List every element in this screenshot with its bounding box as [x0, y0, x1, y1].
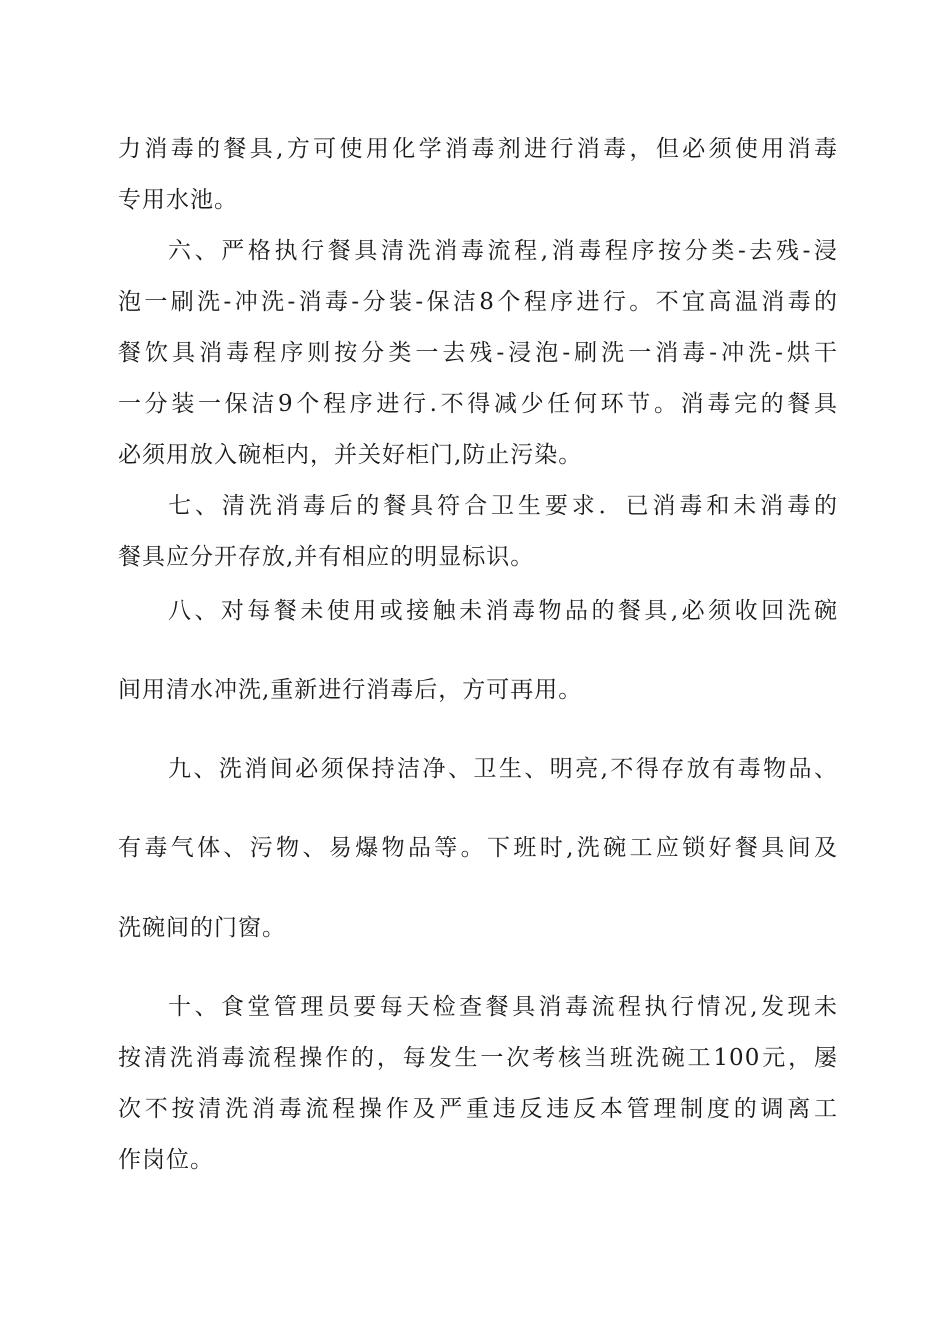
text-line: 作岗位。: [118, 1147, 214, 1173]
text-line: 餐具应分开存放,并有相应的明显标识。: [118, 544, 535, 570]
paragraph-7-start: 七、清洗消毒后的餐具符合卫生要求．已消毒和未消毒的: [168, 493, 838, 519]
text-line: 泡一刷洗-冲洗-消毒-分装-保洁8个程序进行。不宜高温消毒的: [118, 289, 838, 315]
paragraph-8-start: 八、对每餐未使用或接触未消毒物品的餐具,必须收回洗碗: [168, 598, 838, 624]
text-line: 力消毒的餐具,方可使用化学消毒剂进行消毒，但必须使用消毒: [118, 136, 838, 162]
text-line: 餐饮具消毒程序则按分类一去残-浸泡-刷洗一消毒-冲洗-烘干: [118, 340, 838, 366]
text-line: 按清洗消毒流程操作的，每发生一次考核当班洗碗工100元，屡: [118, 1045, 838, 1071]
paragraph-6-start: 六、严格执行餐具清洗消毒流程,消毒程序按分类-去残-浸: [168, 238, 838, 264]
paragraph-9-start: 九、洗消间必须保持洁净、卫生、明亮,不得存放有毒物品、: [168, 756, 838, 782]
text-line: 次不按清洗消毒流程操作及严重违反违反本管理制度的调离工: [118, 1096, 838, 1122]
text-line: 一分装一保洁9个程序进行.不得减少任何环节。消毒完的餐具: [118, 391, 838, 417]
text-line: 间用清水冲洗,重新进行消毒后，方可再用。: [118, 677, 583, 703]
text-line: 洗碗间的门窗。: [118, 915, 286, 941]
text-line: 必须用放入碗柜内，并关好柜门,防止污染。: [118, 442, 583, 468]
text-line: 有毒气体、污物、易爆物品等。下班时,洗碗工应锁好餐具间及: [118, 835, 838, 861]
text-line: 专用水池。: [118, 187, 238, 213]
paragraph-10-start: 十、食堂管理员要每天检查餐具消毒流程执行情况,发现未: [168, 994, 838, 1020]
